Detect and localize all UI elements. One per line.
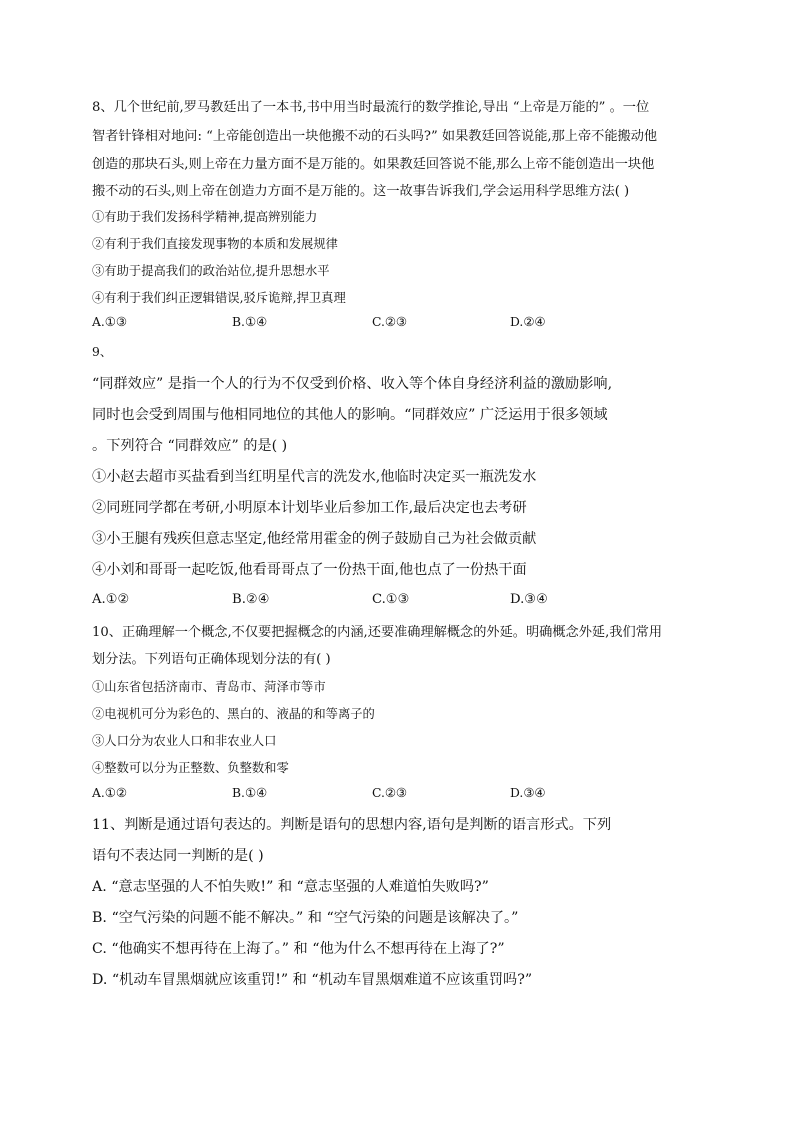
q9-item-1: ①小赵去超市买盐看到当红明星代言的洗发水,他临时决定买一瓶洗发水 [92,469,537,485]
q9-stem-line-2: 同时也会受到周围与他相同地位的其他人的影响。“同群效应” 广泛运用于很多领域 [92,407,608,423]
q9-item-4: ④小刘和哥哥一起吃饭,他看哥哥点了一份热干面,他也点了一份热干面 [92,562,527,578]
q8-option-b: B.①④ [232,315,267,329]
q11-stem-line-2: 语句不表达同一判断的是( ) [92,848,264,864]
q9-item-3: ③小王腿有残疾但意志坚定,他经常用霍金的例子鼓励自己为社会做贡献 [92,531,537,547]
q8-item-2: ②有利于我们直接发现事物的本质和发展规律 [92,237,338,251]
q10-stem-line-1: 10、正确理解一个概念,不仅要把握概念的内涵,还要准确理解概念的外延。明确概念外延,我们常用 [92,625,663,640]
q11-option-a: A. “意志坚强的人不怕失败!” 和 “意志坚强的人难道怕失败吗?” [92,879,489,895]
q11-option-b: B. “空气污染的问题不能不解决。” 和 “空气污染的问题是该解决了。” [92,910,519,926]
q10-option-a: A.①② [92,786,127,800]
q9-option-c: C.①③ [372,592,410,607]
q8-stem-line-3: 创造的那块石头,则上帝在力量方面不是万能的。如果教廷回答说不能,那么上帝不能创造出一块他 [92,157,655,172]
q8-stem-line-4: 搬不动的石头,则上帝在创造力方面不是万能的。这一故事告诉我们,学会运用科学思维方法( ) [92,184,630,199]
q8-item-3: ③有助于提高我们的政治站位,提升思想水平 [92,264,330,278]
q10-option-b: B.①④ [232,786,267,800]
q8-option-c: C.②③ [372,315,407,329]
q8-item-1: ①有助于我们发扬科学精神,提高辨别能力 [92,210,318,224]
q10-option-c: C.②③ [372,786,407,800]
q9-option-b: B.②④ [232,592,270,607]
q9-stem-line-3: 。下列符合 “同群效应” 的是( ) [92,438,288,454]
q10-item-4: ④整数可以分为正整数、负整数和零 [92,761,289,775]
q10-item-1: ①山东省包括济南市、青岛市、菏泽市等市 [92,680,326,694]
q11-option-c: C. “他确实不想再待在上海了。” 和 “他为什么不想再待在上海了?” [92,941,505,957]
q9-stem-line-1: “同群效应” 是指一个人的行为不仅受到价格、收入等个体自身经济利益的激励影响, [92,376,613,392]
q8-option-d: D.②④ [510,315,546,329]
q10-item-2: ②电视机可分为彩色的、黑白的、液晶的和等离子的 [92,707,375,721]
q10-stem-line-2: 划分法。下列语句正确体现划分法的有( ) [92,652,331,667]
q9-option-d: D.③④ [510,592,548,607]
q8-stem-line-2: 智者针锋相对地问: “上帝能创造出一块他搬不动的石头吗?” 如果教廷回答说能,那上帝不能搬动他 [92,129,658,144]
q9-option-a: A.①② [92,592,130,607]
q11-option-d: D. “机动车冒黑烟就应该重罚!” 和 “机动车冒黑烟难道不应该重罚吗?” [92,972,533,988]
q8-option-a: A.①③ [92,315,127,329]
q10-item-3: ③人口分为农业人口和非农业人口 [92,734,277,748]
q8-stem-line-1: 8、几个世纪前,罗马教廷出了一本书,书中用当时最流行的数学推论,导出 “上帝是万能的” 。一位 [92,100,650,115]
q8-item-4: ④有利于我们纠正逻辑错误,驳斥诡辩,捍卫真理 [92,291,346,305]
q10-option-d: D.③④ [510,786,546,800]
q11-stem-line-1: 11、判断是通过语句表达的。判断是语句的思想内容,语句是判断的语言形式。下列 [92,817,612,833]
q9-item-2: ②同班同学都在考研,小明原本计划毕业后参加工作,最后决定也去考研 [92,500,527,516]
q9-number: 9、 [92,345,113,359]
